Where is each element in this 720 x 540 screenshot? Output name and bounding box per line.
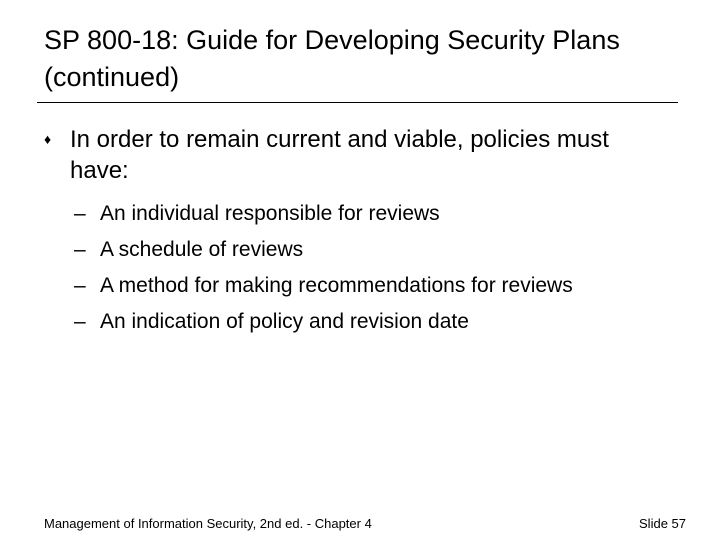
main-bullet [44, 124, 664, 186]
sub-bullet-text: A schedule of reviews [100, 238, 304, 261]
slide-number: Slide 57 [639, 516, 686, 531]
sub-bullet-item [74, 235, 674, 265]
diamond-bullet-icon: ♦ [44, 131, 52, 147]
sub-bullet-text: A method for making recommendations for reviews [100, 274, 573, 297]
title-divider [37, 102, 678, 103]
dash-marker: – [74, 238, 86, 261]
sub-bullet-text: An indication of policy and revision date [100, 310, 469, 333]
dash-marker: – [74, 310, 86, 333]
sub-bullet-text: An individual responsible for reviews [100, 202, 440, 225]
sub-bullet-item [74, 307, 674, 337]
footer-source: Management of Information Security, 2nd ed. - Chapter 4 [44, 516, 372, 531]
dash-marker: – [74, 202, 86, 225]
main-bullet-text: In order to remain current and viable, policies must have: [70, 126, 609, 184]
sub-bullet-item [74, 199, 674, 229]
slide-title: SP 800-18: Guide for Developing Security Plans (continued) [44, 25, 620, 92]
sub-bullet-list [74, 199, 674, 343]
sub-bullet-item [74, 271, 674, 301]
dash-marker: – [74, 274, 86, 297]
